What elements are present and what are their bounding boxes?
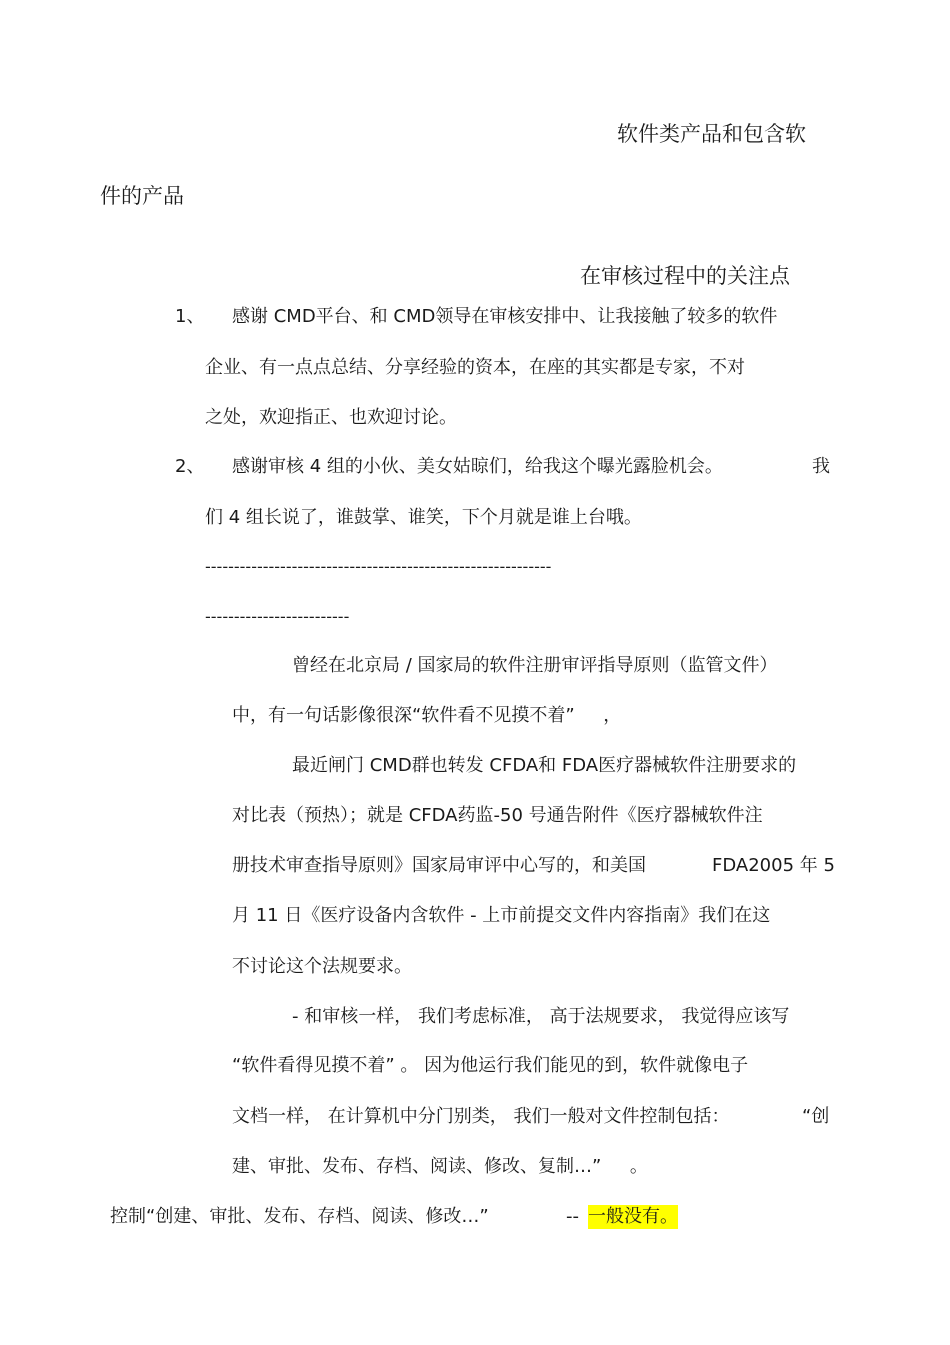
body-line-6: 月 11 日《医疗设备内含软件 - 上市前提交文件内容指南》我们在这 [232,905,771,926]
body-line-3: 最近闸门 CMD群也转发 CFDA和 FDA医疗器械软件注册要求的 [292,755,797,776]
title-line-3: 在审核过程中的关注点 [580,264,790,288]
closing-separator: -- [566,1206,579,1227]
item-2-line-1-tail: 我 [812,456,830,477]
body-line-1: 曾经在北京局 / 国家局的软件注册审评指导原则（监管文件） [292,655,778,676]
body-line-9: “软件看得见摸不着” 。 因为他运行我们能见的到，软件就像电子 [232,1055,749,1076]
item-1-line-1: 感谢 CMD平台、和 CMD领导在审核安排中、让我接触了较多的软件 [232,306,778,327]
body-line-2: 中，有一句话影像很深“软件看不见摸不着” ， [232,705,622,726]
body-line-4: 对比表（预热）；就是 CFDA药监-50 号通告附件《医疗器械软件注 [232,805,763,826]
closing-highlight: 一般没有。 [588,1206,678,1227]
body-line-10: 文档一样， 在计算机中分门别类， 我们一般对文件控制包括： [232,1106,730,1127]
item-1-line-2: 企业、有一点点总结、分享经验的资本，在座的其实都是专家，不对 [205,357,745,378]
body-line-10-tail: “创 [802,1106,830,1127]
body-line-5: 册技术审查指导原则》国家局审评中心写的，和美国 [232,855,646,876]
divider-1: ------------------------------------------------------------ [205,557,552,576]
divider-2: ------------------------- [205,607,350,626]
body-line-7: 不讨论这个法规要求。 [232,956,412,977]
body-line-8: - 和审核一样， 我们考虑标准， 高于法规要求， 我觉得应该写 [292,1006,790,1027]
item-1-line-3: 之处，欢迎指正、也欢迎讨论。 [205,407,457,428]
item-2-line-2: 们 4 组长说了，谁鼓掌、谁笑，下个月就是谁上台哦。 [205,507,642,528]
closing-line: 控制“创建、审批、发布、存档、阅读、修改…” [110,1206,489,1227]
title-line-2: 件的产品 [100,184,184,208]
body-line-11: 建、审批、发布、存档、阅读、修改、复制…” 。 [232,1156,648,1177]
item-1-number: 1、 [175,306,205,327]
body-line-5-tail: FDA2005 年 5 [712,855,835,876]
title-line-1: 软件类产品和包含软 [617,122,806,146]
item-2-line-1: 感谢审核 4 组的小伙、美女姑晾们，给我这个曝光露脸机会。 [232,456,723,477]
item-2-number: 2、 [175,456,205,477]
